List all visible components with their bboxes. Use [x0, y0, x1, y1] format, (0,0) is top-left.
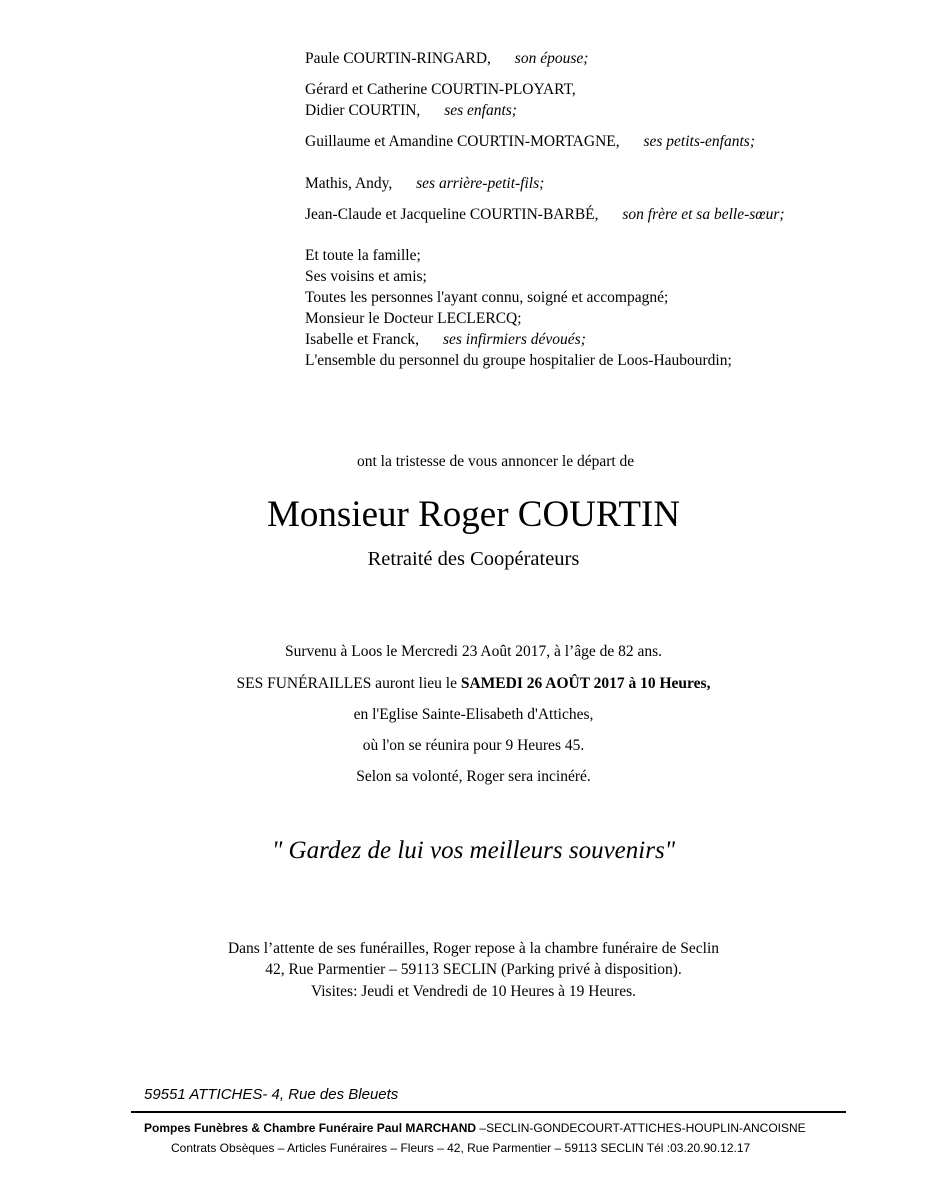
grandchildren-name: Guillaume et Amandine COURTIN-MORTAGNE,: [305, 133, 620, 150]
great-grandchildren-role: ses arrière-petit-fils;: [416, 175, 545, 192]
sibling-name: Jean-Claude et Jacqueline COURTIN-BARBÉ,: [305, 206, 599, 223]
deceased-name: Monsieur Roger COURTIN: [267, 494, 680, 535]
funeral-date: SAMEDI 26 AOÛT 2017 à 10 Heures,: [460, 675, 711, 692]
others-line-2: Ses voisins et amis;: [305, 268, 427, 285]
footer-services: Contrats Obsèques – Articles Funéraires – Fleurs – 42, Rue Parmentier – 59113 SECLIN Tél :03.20.90.12.17: [171, 1141, 751, 1155]
church-line: en l'Eglise Sainte-Elisabeth d'Attiches,: [353, 706, 594, 723]
others-line-6: L'ensemble du personnel du groupe hospitalier de Loos-Haubourdin;: [305, 352, 732, 369]
sibling-role: son frère et sa belle-sœur;: [622, 206, 785, 223]
family-sibling: [305, 205, 785, 225]
death-notice: Survenu à Loos le Mercredi 23 Août 2017, à l’âge de 82 ans.: [284, 643, 663, 660]
nurses-role: ses infirmiers dévoués;: [442, 331, 586, 348]
others-line-1: Et toute la famille;: [305, 247, 421, 264]
visitation-line-1: Dans l’attente de ses funérailles, Roger repose à la chambre funéraire de Seclin: [227, 940, 720, 957]
family-grandchildren: [305, 132, 755, 152]
others-line-4: Monsieur le Docteur LECLERCQ;: [305, 310, 522, 327]
children-role: ses enfants;: [444, 102, 517, 119]
children-line-1: Gérard et Catherine COURTIN-PLOYART,: [305, 81, 576, 98]
others-line-3: Toutes les personnes l'ayant connu, soigné et accompagné;: [305, 289, 669, 306]
family-wife: [305, 49, 588, 69]
children-line-2: [305, 101, 517, 121]
footer-address: 59551 ATTICHES- 4, Rue des Bleuets: [144, 1086, 399, 1103]
funeral-prefix: SES FUNÉRAILLES auront lieu le: [236, 675, 457, 692]
memorial-quote: " Gardez de lui vos meilleurs souvenirs": [271, 837, 676, 864]
children-name: Didier COURTIN,: [305, 102, 421, 119]
deceased-title: Retraité des Coopérateurs: [367, 548, 580, 570]
meeting-line: où l'on se réunira pour 9 Heures 45.: [362, 737, 585, 754]
footer-divider: [131, 1111, 846, 1113]
wife-role: son épouse;: [514, 50, 589, 67]
nurses-name: Isabelle et Franck,: [305, 331, 420, 348]
funeral-line: [0, 674, 947, 694]
wife-name: Paule COURTIN-RINGARD,: [305, 50, 491, 67]
grandchildren-role: ses petits-enfants;: [643, 133, 755, 150]
footer-company: [144, 1120, 806, 1136]
great-grandchildren-name: Mathis, Andy,: [305, 175, 393, 192]
visitation-line-2: 42, Rue Parmentier – 59113 SECLIN (Parking privé à disposition).: [265, 961, 682, 978]
family-great-grandchildren: [305, 174, 544, 194]
others-nurses: [305, 330, 586, 350]
cremation-line: Selon sa volonté, Roger sera incinéré.: [356, 768, 591, 785]
company-locations: –SECLIN-GONDECOURT-ATTICHES-HOUPLIN-ANCOISNE: [476, 1121, 806, 1135]
visitation-line-3: Visites: Jeudi et Vendredi de 10 Heures à 19 Heures.: [310, 983, 637, 1000]
announcement-intro: ont la tristesse de vous annoncer le départ de: [357, 453, 635, 470]
company-name: Pompes Funèbres & Chambre Funéraire Paul MARCHAND: [144, 1121, 477, 1135]
